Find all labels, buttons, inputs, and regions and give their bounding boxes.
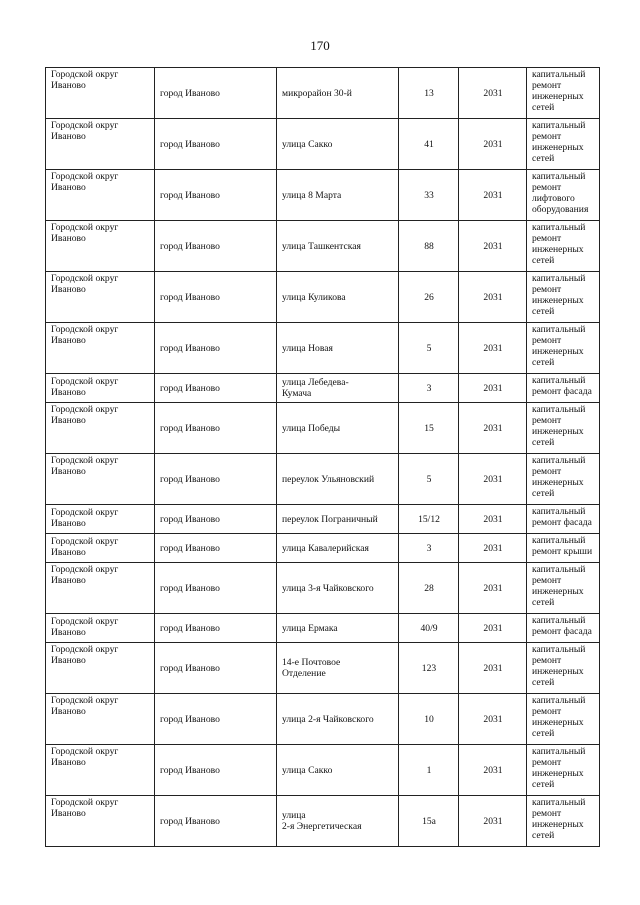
cell-settlement: город Иваново [155, 323, 277, 374]
cell-street: микрорайон 30-й [277, 68, 399, 119]
registry-body [46, 68, 600, 847]
cell-municipality: Городской округ Иваново [46, 505, 155, 534]
cell-municipality: Городской округ Иваново [46, 170, 155, 221]
table-row [46, 68, 600, 119]
cell-year: 2031 [459, 68, 527, 119]
table-row [46, 563, 600, 614]
cell-settlement: город Иваново [155, 221, 277, 272]
cell-street: улица Сакко [277, 745, 399, 796]
cell-street: улица 8 Марта [277, 170, 399, 221]
cell-house-number: 33 [399, 170, 459, 221]
cell-work-type: капитальный ремонт инженерных сетей [527, 796, 600, 847]
registry-table [45, 67, 600, 847]
page-number: 170 [310, 38, 330, 53]
cell-house-number: 10 [399, 694, 459, 745]
cell-house-number: 5 [399, 454, 459, 505]
cell-street: улица Куликова [277, 272, 399, 323]
cell-work-type: капитальный ремонт инженерных сетей [527, 454, 600, 505]
cell-settlement: город Иваново [155, 534, 277, 563]
cell-municipality: Городской округ Иваново [46, 745, 155, 796]
cell-house-number: 3 [399, 374, 459, 403]
table-row [46, 505, 600, 534]
cell-municipality: Городской округ Иваново [46, 614, 155, 643]
table-row [46, 323, 600, 374]
table-row [46, 745, 600, 796]
cell-year: 2031 [459, 694, 527, 745]
cell-street: улица Кавалерийская [277, 534, 399, 563]
cell-year: 2031 [459, 796, 527, 847]
cell-municipality: Городской округ Иваново [46, 643, 155, 694]
cell-house-number: 40/9 [399, 614, 459, 643]
cell-municipality: Городской округ Иваново [46, 796, 155, 847]
cell-work-type: капитальный ремонт инженерных сетей [527, 694, 600, 745]
cell-work-type: капитальный ремонт инженерных сетей [527, 221, 600, 272]
table-row [46, 403, 600, 454]
cell-house-number: 88 [399, 221, 459, 272]
cell-municipality: Городской округ Иваново [46, 694, 155, 745]
cell-year: 2031 [459, 272, 527, 323]
cell-municipality: Городской округ Иваново [46, 403, 155, 454]
cell-municipality: Городской округ Иваново [46, 68, 155, 119]
cell-street: улица Сакко [277, 119, 399, 170]
cell-work-type: капитальный ремонт лифтового оборудования [527, 170, 600, 221]
cell-settlement: город Иваново [155, 272, 277, 323]
cell-work-type: капитальный ремонт фасада [527, 374, 600, 403]
cell-municipality: Городской округ Иваново [46, 454, 155, 505]
cell-house-number: 15а [399, 796, 459, 847]
cell-settlement: город Иваново [155, 505, 277, 534]
cell-work-type: капитальный ремонт крыши [527, 534, 600, 563]
table-row [46, 374, 600, 403]
table-row [46, 614, 600, 643]
cell-house-number: 15/12 [399, 505, 459, 534]
cell-work-type: капитальный ремонт инженерных сетей [527, 119, 600, 170]
cell-municipality: Городской округ Иваново [46, 563, 155, 614]
cell-settlement: город Иваново [155, 119, 277, 170]
cell-year: 2031 [459, 643, 527, 694]
cell-house-number: 28 [399, 563, 459, 614]
cell-work-type: капитальный ремонт инженерных сетей [527, 403, 600, 454]
table-row [46, 221, 600, 272]
cell-street: улица Ташкентская [277, 221, 399, 272]
cell-year: 2031 [459, 119, 527, 170]
cell-settlement: город Иваново [155, 563, 277, 614]
cell-municipality: Городской округ Иваново [46, 323, 155, 374]
cell-work-type: капитальный ремонт инженерных сетей [527, 563, 600, 614]
cell-house-number: 5 [399, 323, 459, 374]
cell-year: 2031 [459, 323, 527, 374]
cell-year: 2031 [459, 454, 527, 505]
cell-settlement: город Иваново [155, 374, 277, 403]
cell-year: 2031 [459, 614, 527, 643]
cell-work-type: капитальный ремонт фасада [527, 614, 600, 643]
cell-street: улица 2-я Энергетическая [277, 796, 399, 847]
cell-settlement: город Иваново [155, 694, 277, 745]
cell-street: улица Лебедева- Кумача [277, 374, 399, 403]
cell-municipality: Городской округ Иваново [46, 534, 155, 563]
cell-house-number: 1 [399, 745, 459, 796]
table-row [46, 119, 600, 170]
cell-year: 2031 [459, 563, 527, 614]
cell-house-number: 41 [399, 119, 459, 170]
cell-house-number: 26 [399, 272, 459, 323]
cell-work-type: капитальный ремонт инженерных сетей [527, 68, 600, 119]
cell-year: 2031 [459, 745, 527, 796]
cell-work-type: капитальный ремонт фасада [527, 505, 600, 534]
cell-work-type: капитальный ремонт инженерных сетей [527, 323, 600, 374]
cell-year: 2031 [459, 403, 527, 454]
table-row [46, 796, 600, 847]
cell-street: улица Победы [277, 403, 399, 454]
table-row [46, 643, 600, 694]
cell-work-type: капитальный ремонт инженерных сетей [527, 643, 600, 694]
table-row [46, 170, 600, 221]
cell-house-number: 15 [399, 403, 459, 454]
cell-settlement: город Иваново [155, 403, 277, 454]
cell-street: переулок Ульяновский [277, 454, 399, 505]
cell-year: 2031 [459, 374, 527, 403]
cell-house-number: 13 [399, 68, 459, 119]
cell-year: 2031 [459, 505, 527, 534]
cell-street: переулок Пограничный [277, 505, 399, 534]
cell-settlement: город Иваново [155, 68, 277, 119]
cell-municipality: Городской округ Иваново [46, 221, 155, 272]
cell-work-type: капитальный ремонт инженерных сетей [527, 745, 600, 796]
cell-municipality: Городской округ Иваново [46, 119, 155, 170]
cell-street: улица Ермака [277, 614, 399, 643]
cell-year: 2031 [459, 534, 527, 563]
cell-street: улица 3-я Чайковского [277, 563, 399, 614]
table-row [46, 694, 600, 745]
table-row [46, 454, 600, 505]
table-row [46, 534, 600, 563]
cell-settlement: город Иваново [155, 170, 277, 221]
cell-street: улица 2-я Чайковского [277, 694, 399, 745]
cell-street: 14-е Почтовое Отделение [277, 643, 399, 694]
cell-settlement: город Иваново [155, 745, 277, 796]
cell-settlement: город Иваново [155, 643, 277, 694]
cell-house-number: 123 [399, 643, 459, 694]
cell-settlement: город Иваново [155, 614, 277, 643]
cell-settlement: город Иваново [155, 454, 277, 505]
cell-year: 2031 [459, 170, 527, 221]
cell-municipality: Городской округ Иваново [46, 272, 155, 323]
table-row [46, 272, 600, 323]
cell-house-number: 3 [399, 534, 459, 563]
cell-work-type: капитальный ремонт инженерных сетей [527, 272, 600, 323]
cell-municipality: Городской округ Иваново [46, 374, 155, 403]
cell-settlement: город Иваново [155, 796, 277, 847]
cell-year: 2031 [459, 221, 527, 272]
cell-street: улица Новая [277, 323, 399, 374]
